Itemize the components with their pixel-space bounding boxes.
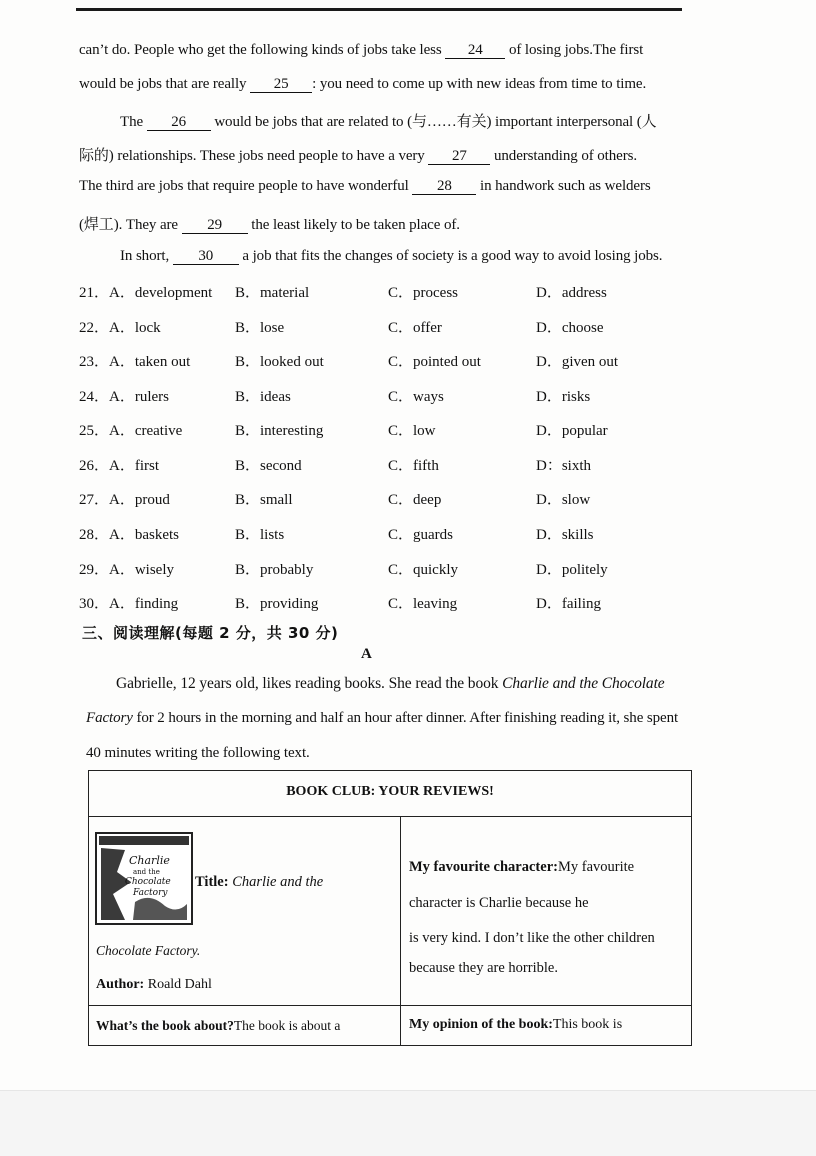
cover-text: and the — [133, 868, 160, 876]
cloze-line-5 — [79, 178, 651, 195]
blank-29: 29 — [182, 218, 248, 234]
opinion-value: This book is — [552, 1017, 623, 1032]
option-c: C．deep — [388, 492, 442, 508]
question-number: 22． — [79, 320, 110, 336]
favourite-text-line: because they are horrible. — [409, 960, 558, 976]
table-divider — [400, 816, 401, 1045]
question-number: 24． — [79, 389, 110, 405]
option-d: D．slow — [536, 492, 591, 508]
favourite-text: My favourite — [557, 859, 635, 875]
title-value: Chocolate Factory. — [96, 943, 201, 958]
book-title: Charlie and the Chocolate — [502, 675, 665, 692]
passage-line-3: 40 minutes writing the following text. — [86, 745, 310, 761]
option-b: B．lists — [235, 527, 285, 543]
cloze-line-6 — [79, 213, 460, 234]
blank-24: 24 — [445, 43, 505, 59]
page-margin — [0, 1090, 816, 1156]
option-c: C．offer — [388, 320, 442, 336]
cover-text: Charlie — [129, 854, 170, 867]
question-number: 30． — [79, 596, 110, 612]
question-number: 29． — [79, 562, 110, 578]
option-a: A．finding — [109, 596, 179, 612]
option-row-25 — [79, 419, 719, 441]
option-row-21 — [79, 281, 719, 303]
favourite-text-line: is very kind. I don’t like the other children — [409, 930, 655, 946]
option-c: C．fifth — [388, 458, 439, 474]
option-a: A．proud — [109, 492, 170, 508]
option-d: D．failing — [536, 596, 601, 612]
option-row-23 — [79, 350, 719, 372]
question-number: 21． — [79, 285, 110, 301]
option-d: D．address — [536, 285, 607, 301]
about-value: The book is about a — [233, 1018, 341, 1033]
cover-header — [99, 836, 189, 845]
option-c: C．low — [388, 423, 436, 439]
question-number: 26． — [79, 458, 110, 474]
option-row-28 — [79, 523, 719, 545]
text: 际的) relationships. These jobs need people to have a very — [79, 148, 429, 164]
title-value: Charlie and the — [232, 874, 324, 890]
option-row-30 — [79, 592, 719, 614]
blank-30: 30 — [173, 249, 239, 265]
book-title-continued — [96, 943, 200, 959]
cloze-line-3 — [120, 110, 657, 131]
option-a: A．taken out — [109, 354, 191, 370]
text: The — [120, 114, 147, 130]
option-a: A．first — [109, 458, 159, 474]
text: understanding of others. — [490, 148, 637, 164]
question-number: 25． — [79, 423, 110, 439]
question-number: 23． — [79, 354, 110, 370]
text: a job that fits the changes of society is a good way to avoid losing jobs. — [238, 248, 663, 264]
option-d: D．politely — [536, 562, 608, 578]
option-b: B．ideas — [235, 389, 291, 405]
cloze-line-2 — [79, 76, 646, 93]
about-label: What’s the book about? — [96, 1018, 234, 1033]
option-a: A．lock — [109, 320, 161, 336]
blank-25: 25 — [250, 77, 312, 93]
opinion-label: My opinion of the book: — [409, 1017, 553, 1032]
book-title-field — [195, 874, 323, 891]
text: in handwork such as welders — [476, 178, 651, 194]
text: for 2 hours in the morning and half an hour after dinner. After finishing reading it, she spent — [132, 710, 679, 726]
table-header: BOOK CLUB: YOUR REVIEWS! — [286, 784, 494, 799]
cloze-line-7 — [120, 248, 662, 265]
book-about-field — [96, 1018, 340, 1034]
option-c: C．pointed out — [388, 354, 481, 370]
option-c: C．leaving — [388, 596, 458, 612]
table-divider — [89, 816, 691, 817]
option-a: A．creative — [109, 423, 183, 439]
option-row-26 — [79, 454, 719, 476]
author-field — [96, 977, 212, 993]
option-d: D．skills — [536, 527, 594, 543]
book-opinion-field — [409, 1017, 622, 1033]
cover-text: Chocolate — [125, 877, 171, 887]
text: : you need to come up with new ideas from time to time. — [312, 76, 647, 92]
option-b: B．looked out — [235, 354, 324, 370]
option-d: D．choose — [536, 320, 604, 336]
passage-line-2 — [86, 710, 678, 727]
cloze-line-4 — [79, 144, 637, 165]
text: The third are jobs that require people to have wonderful — [79, 178, 413, 194]
option-row-27 — [79, 488, 719, 510]
option-row-24 — [79, 385, 719, 407]
author-value: Roald Dahl — [147, 977, 212, 992]
option-a: A．baskets — [109, 527, 179, 543]
option-b: B．probably — [235, 562, 314, 578]
option-b: B．lose — [235, 320, 285, 336]
favourite-label: My favourite character: — [409, 859, 558, 875]
option-b: B．second — [235, 458, 302, 474]
option-d: D．popular — [536, 423, 608, 439]
question-number: 27． — [79, 492, 110, 508]
text: would be jobs that are really — [79, 76, 251, 92]
option-row-22 — [79, 316, 719, 338]
passage-label: A — [361, 646, 372, 662]
question-number: 28． — [79, 527, 110, 543]
author-label: Author: — [96, 977, 145, 992]
option-c: C．quickly — [388, 562, 458, 578]
option-d: D．given out — [536, 354, 619, 370]
cover-text: Factory — [133, 888, 168, 898]
option-d: D：sixth — [536, 458, 592, 474]
cloze-line-1 — [79, 42, 643, 59]
text: can’t do. People who get the following kinds of jobs take less — [79, 42, 446, 58]
passage-line-1 — [116, 675, 665, 693]
favourite-text-line: character is Charlie because he — [409, 895, 589, 911]
book-title: Factory — [86, 710, 133, 726]
option-c: C．ways — [388, 389, 444, 405]
text: (焊工). They are — [79, 217, 182, 233]
table-divider — [89, 1005, 691, 1006]
top-divider — [76, 8, 682, 11]
option-a: A．development — [109, 285, 213, 301]
option-a: A．wisely — [109, 562, 174, 578]
title-label: Title: — [195, 874, 229, 890]
blank-28: 28 — [412, 179, 476, 195]
book-cover-image — [95, 832, 193, 925]
option-a: A．rulers — [109, 389, 169, 405]
section-title: 三、阅读理解(每题 2 分，共 30 分) — [82, 624, 339, 642]
option-c: C．guards — [388, 527, 453, 543]
blank-27: 27 — [428, 149, 490, 165]
option-b: B．interesting — [235, 423, 324, 439]
favourite-character-field — [409, 859, 634, 876]
review-table — [88, 770, 692, 1046]
option-b: B．providing — [235, 596, 319, 612]
text: In short, — [120, 248, 173, 264]
text: would be jobs that are related to (与……有关) important interpersonal (人 — [210, 114, 657, 130]
text: Gabrielle, 12 years old, likes reading books. She read the book — [116, 675, 503, 692]
option-b: B．small — [235, 492, 293, 508]
text: the least likely to be taken place of. — [247, 217, 460, 233]
option-d: D．risks — [536, 389, 591, 405]
blank-26: 26 — [147, 115, 211, 131]
option-row-29 — [79, 558, 719, 580]
text: of losing jobs.The first — [505, 42, 644, 58]
option-c: C．process — [388, 285, 458, 301]
option-b: B．material — [235, 285, 310, 301]
